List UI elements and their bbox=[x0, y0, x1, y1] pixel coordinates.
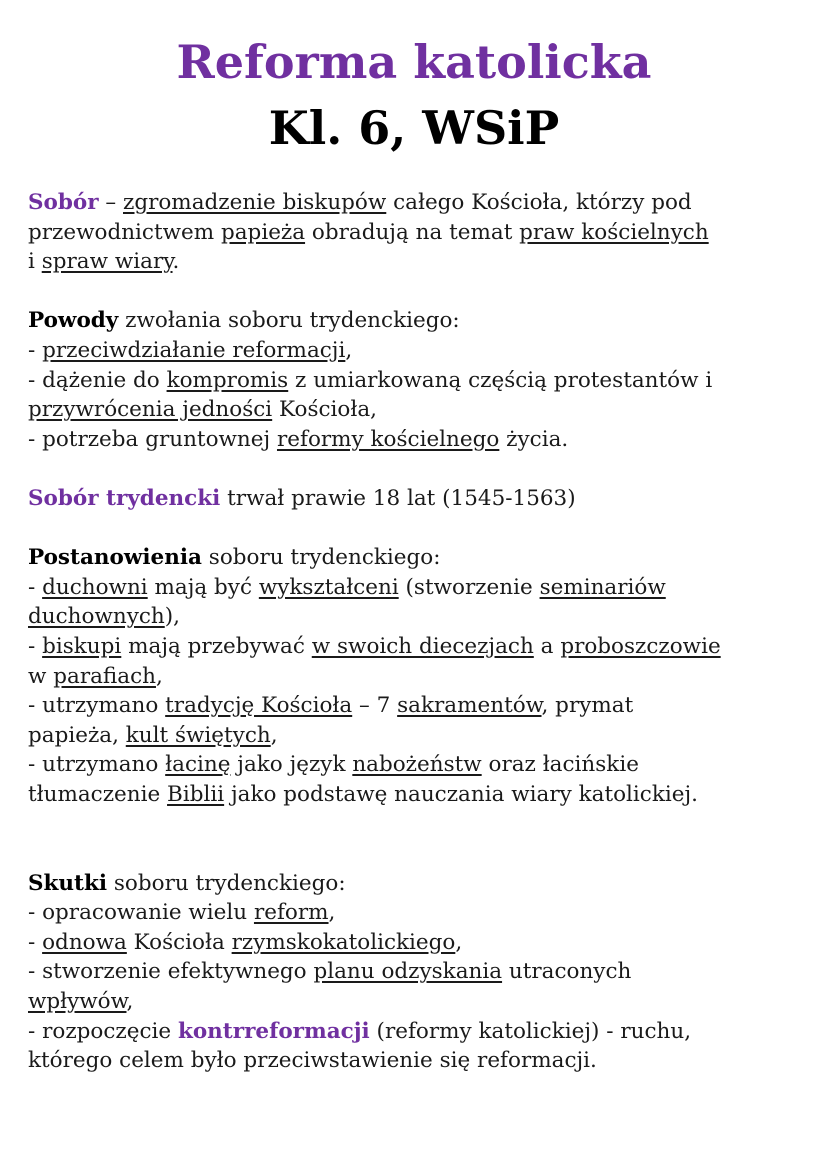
text: mają być bbox=[147, 574, 259, 600]
text-line bbox=[28, 662, 721, 692]
underlined-term: przeciwdziałanie reformacji bbox=[42, 337, 346, 363]
text: - utrzymano bbox=[28, 752, 166, 778]
underlined-term: zgromadzenie biskupów bbox=[123, 190, 387, 215]
text: trwał prawie 18 lat (1545-1563) bbox=[220, 485, 576, 511]
text-line bbox=[28, 1046, 721, 1076]
underlined-term: duchownych bbox=[28, 604, 165, 630]
underlined-term: planu odzyskania bbox=[313, 959, 503, 985]
text: , prymat bbox=[541, 693, 634, 719]
text: i bbox=[28, 249, 42, 275]
underlined-term: rzymskokatolickiego bbox=[231, 929, 456, 955]
text-line bbox=[28, 366, 721, 396]
text: - bbox=[28, 929, 43, 955]
highlighted-term: Sobór trydencki bbox=[28, 485, 221, 511]
text-line bbox=[28, 750, 721, 780]
text-line bbox=[28, 218, 721, 248]
text: obradują na temat bbox=[305, 219, 520, 245]
underlined-term: przywrócenia jedności bbox=[28, 397, 273, 423]
underlined-term: parafiach bbox=[53, 663, 156, 689]
bold-heading: Postanowienia bbox=[28, 545, 202, 571]
text: , bbox=[126, 989, 134, 1015]
underlined-term: reformy kościelnego bbox=[276, 426, 500, 452]
underlined-term: reform bbox=[253, 900, 329, 926]
underlined-term: spraw wiary bbox=[41, 249, 173, 275]
text: - opracowanie wielu bbox=[28, 900, 254, 926]
text: papieża, bbox=[28, 722, 126, 748]
text-line bbox=[28, 336, 721, 366]
text-line bbox=[28, 691, 721, 721]
highlighted-term: kontrreformacji bbox=[177, 1018, 370, 1044]
text: . bbox=[172, 249, 180, 275]
text-line bbox=[28, 425, 721, 455]
text: Kościoła bbox=[126, 929, 232, 955]
text-line bbox=[28, 573, 721, 603]
text: którego celem było przeciwstawienie się reformacji. bbox=[28, 1048, 597, 1074]
underlined-term: wpływów bbox=[28, 989, 127, 1015]
page-subtitle: Kl. 6, WSiP bbox=[268, 101, 560, 155]
text: - potrzeba gruntownej bbox=[28, 426, 277, 452]
text-line bbox=[28, 188, 721, 218]
underlined-term: tradycję Kościoła bbox=[165, 693, 353, 719]
text: mają przebywać bbox=[121, 633, 312, 659]
text: Kościoła, bbox=[272, 397, 377, 423]
text: z umiarkowaną częścią protestantów i bbox=[288, 367, 713, 393]
underlined-term: duchowni bbox=[42, 574, 148, 600]
page-title: Reforma katolicka bbox=[176, 35, 652, 89]
text: tłumaczenie bbox=[28, 781, 168, 807]
underlined-term: seminariów bbox=[539, 574, 666, 600]
text-line bbox=[28, 543, 721, 573]
text-line bbox=[28, 484, 721, 514]
text: – 7 bbox=[352, 693, 398, 719]
underlined-term: biskupi bbox=[42, 633, 122, 659]
underlined-term: w swoich diecezjach bbox=[311, 633, 534, 659]
text: - bbox=[28, 633, 43, 659]
text-line bbox=[28, 957, 721, 987]
underlined-term: wykształceni bbox=[258, 574, 399, 600]
text-line bbox=[28, 632, 721, 662]
underlined-term: łacinę bbox=[165, 752, 231, 778]
text-line bbox=[28, 1017, 721, 1047]
text-line bbox=[28, 987, 721, 1017]
text: - bbox=[28, 574, 43, 600]
text: całego Kościoła, którzy pod bbox=[386, 190, 692, 215]
text: jako język bbox=[230, 752, 353, 778]
text: (reformy katolickiej) - ruchu, bbox=[369, 1018, 692, 1044]
text: jako podstawę nauczania wiary katolickiej. bbox=[224, 781, 698, 807]
text: życia. bbox=[499, 426, 569, 452]
text: przewodnictwem bbox=[28, 219, 221, 245]
text-line bbox=[28, 247, 721, 277]
text: , bbox=[455, 929, 463, 955]
text-line bbox=[28, 780, 721, 810]
blank-line bbox=[28, 514, 721, 544]
underlined-term: kult świętych bbox=[125, 722, 271, 748]
text: soboru trydenckiego: bbox=[107, 870, 346, 896]
text: zwołania soboru trydenckiego: bbox=[118, 308, 460, 334]
text: - rozpoczęcie bbox=[28, 1018, 178, 1044]
text-line bbox=[28, 602, 721, 632]
text-line bbox=[28, 898, 721, 928]
underlined-term: kompromis bbox=[166, 367, 289, 393]
underlined-term: proboszczowie bbox=[560, 633, 721, 659]
text: (stworzenie bbox=[398, 574, 540, 600]
underlined-term: praw kościelnych bbox=[519, 219, 709, 245]
blank-line bbox=[28, 454, 721, 484]
underlined-term: sakramentów bbox=[397, 693, 542, 719]
underlined-term: papieża bbox=[220, 219, 306, 245]
text: ), bbox=[164, 604, 180, 630]
text-line bbox=[28, 395, 721, 425]
text: a bbox=[533, 633, 561, 659]
blank-line bbox=[28, 809, 721, 839]
text-line bbox=[28, 928, 721, 958]
bold-heading: Powody bbox=[28, 308, 119, 334]
underlined-term: odnowa bbox=[42, 929, 127, 955]
highlighted-term: Sobór bbox=[28, 190, 99, 215]
text: , bbox=[155, 663, 163, 689]
text: oraz łacińskie bbox=[481, 752, 639, 778]
text: , bbox=[328, 900, 336, 926]
text: - stworzenie efektywnego bbox=[28, 959, 314, 985]
text-line bbox=[28, 306, 721, 336]
underlined-term: nabożeństw bbox=[352, 752, 482, 778]
blank-line bbox=[28, 839, 721, 869]
bold-heading: Skutki bbox=[28, 870, 108, 896]
text: utraconych bbox=[502, 959, 632, 985]
text-line bbox=[28, 721, 721, 751]
text: - bbox=[28, 337, 43, 363]
text: - dążenie do bbox=[28, 367, 167, 393]
document-body bbox=[28, 188, 721, 1076]
text: soboru trydenckiego: bbox=[201, 545, 441, 571]
text: - utrzymano bbox=[28, 693, 166, 719]
text-line bbox=[28, 869, 721, 899]
text: , bbox=[345, 337, 353, 363]
underlined-term: Biblii bbox=[167, 781, 225, 807]
text: , bbox=[270, 722, 278, 748]
blank-line bbox=[28, 277, 721, 307]
text: w bbox=[28, 663, 54, 689]
text: – bbox=[98, 190, 123, 215]
